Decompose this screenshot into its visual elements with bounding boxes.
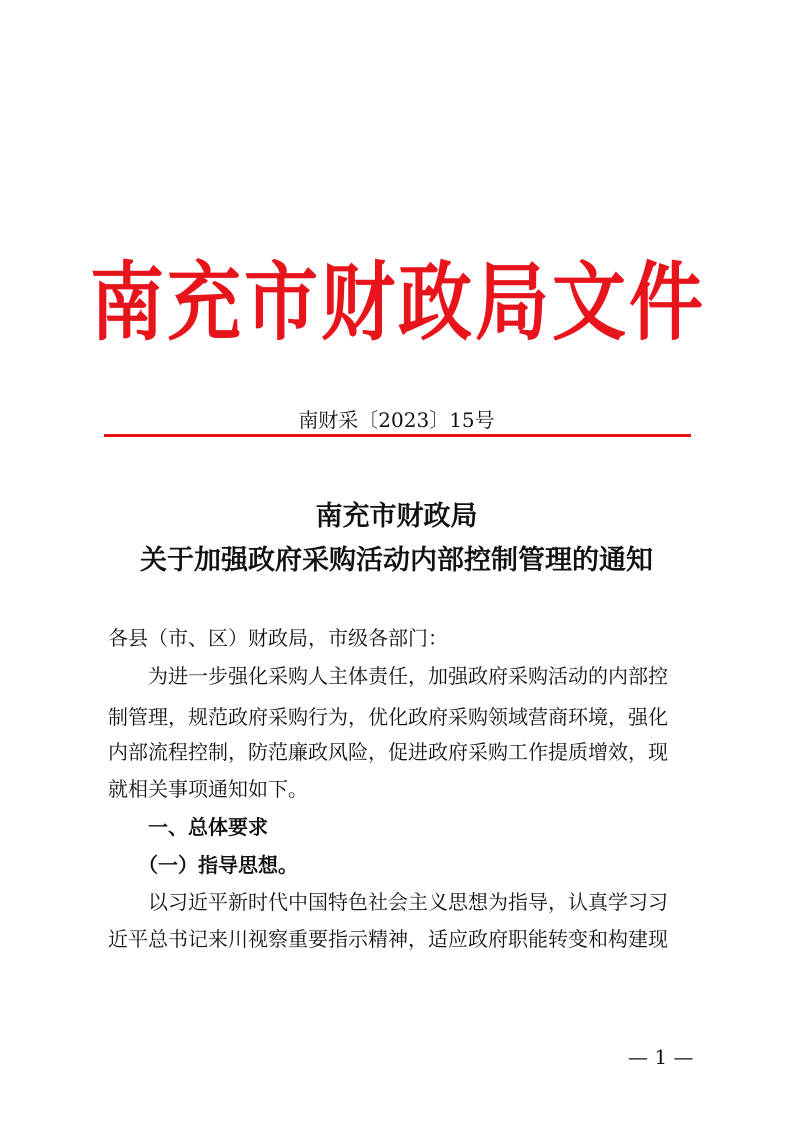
- paragraph-line: 就相关事项通知如下。: [108, 777, 308, 801]
- red-header-title: [90, 231, 703, 376]
- paragraph-line: 制管理，规范政府采购行为，优化政府采购领域营商环境，强化: [108, 705, 668, 729]
- header-char: 南: [90, 253, 164, 353]
- page-number: — 1 —: [628, 1045, 694, 1069]
- header-char: 文: [552, 253, 626, 353]
- header-char: 局: [475, 253, 549, 353]
- paragraph-line: 为进一步强化采购人主体责任，加强政府采购活动的内部控: [148, 664, 668, 688]
- paragraph-line: 近平总书记来川视察重要指示精神，适应政府职能转变和构建现: [108, 927, 668, 951]
- header-char: 财: [321, 253, 395, 353]
- document-number: 南财采〔2023〕15号: [298, 408, 495, 432]
- section-heading: 一、总体要求: [148, 815, 268, 839]
- paragraph-line: 以习近平新时代中国特色社会主义思想为指导，认真学习习: [148, 890, 668, 914]
- header-char: 充: [167, 253, 241, 353]
- document-title-line2: 关于加强政府采购活动内部控制管理的通知: [140, 545, 653, 576]
- paragraph-line: 内部流程控制，防范廉政风险，促进政府采购工作提质增效，现: [108, 740, 668, 764]
- subsection-heading: （一）指导思想。: [138, 853, 298, 877]
- document-title-line1: 南充市财政局: [315, 501, 478, 532]
- header-char: 件: [629, 253, 703, 353]
- salutation: 各县（市、区）财政局，市级各部门：: [108, 626, 448, 650]
- header-char: 市: [244, 253, 318, 353]
- header-char: 政: [398, 253, 472, 353]
- red-divider-line: [104, 434, 691, 437]
